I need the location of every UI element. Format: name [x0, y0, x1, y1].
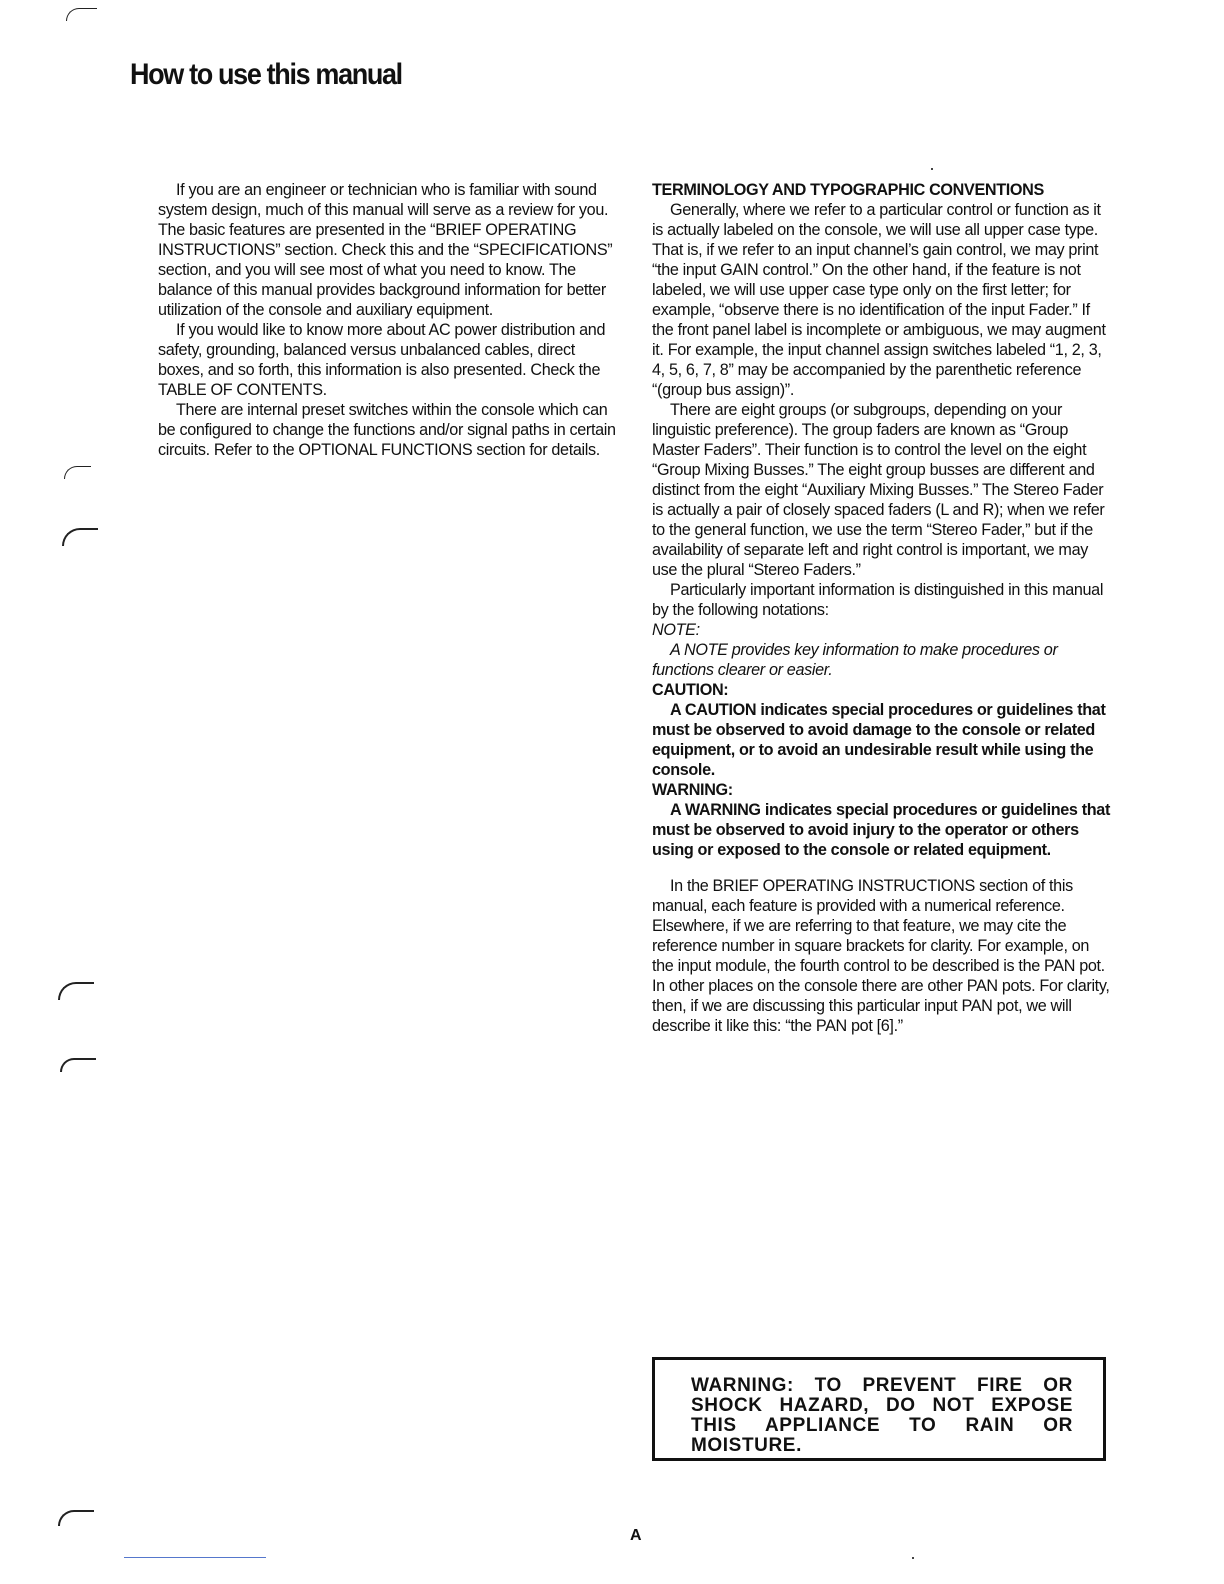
note-label: NOTE: — [652, 621, 700, 639]
groups-paragraph: There are eight groups (or subgroups, depending on your linguistic preference). The group faders are known as “Group Master Faders”. Their function is to control the level on the eight “Group Mixing Busses.” The eight group busses are different and distinct from the eight “Auxiliary Mixing Busses.” The Stereo Fader is actually a pair of closely spaced faders (L and R); when we refer to the general function, we use the term “Stereo Fader,” but if the availability of separate left and right control is important, we may use the plural “Stereo Faders.” — [652, 401, 1105, 579]
warning-text: A WARNING indicates special procedures or guidelines that must be observed to avoid injury to the operator or others using or exposed to the console or related equipment. — [652, 801, 1110, 859]
right-column — [652, 180, 1114, 1036]
scan-mark — [58, 1510, 94, 1526]
scan-speck — [931, 168, 933, 170]
terminology-paragraph: Generally, where we refer to a particular control or function as it is actually labeled on the console, we will use all upper case type. That is, if we refer to an input channel’s gain control, we may print “the input GAIN control.” On the other hand, if the feature is not labeled, we will use upper case type only on the first letter; for example, “observe there is no identification of the input Fader.” If the front panel label is incomplete or ambiguous, we may augment it. For example, the input channel assign switches labeled “1, 2, 3, 4, 5, 6, 7, 8” may be accompanied by the parenthetic reference “(group bus assign)”. — [652, 201, 1106, 399]
scan-mark — [64, 466, 91, 479]
left-column — [158, 180, 620, 460]
caution-text: A CAUTION indicates special procedures or guidelines that must be observed to avoid damage to the console or related equipment, or to avoid an undesirable result while using the console. — [652, 701, 1106, 779]
scan-mark — [66, 8, 97, 21]
section-heading: TERMINOLOGY AND TYPOGRAPHIC CONVENTIONS — [652, 181, 1044, 199]
scan-mark — [62, 528, 98, 546]
power-paragraph: If you would like to know more about AC power distribution and safety, grounding, balanced versus unbalanced cables, direct boxes, and so forth, this information is also presented. Check the TABLE OF CONTENTS. — [158, 321, 606, 399]
reference-paragraph: In the BRIEF OPERATING INSTRUCTIONS section of this manual, each feature is provided with a numerical reference. Elsewhere, if we are referring to that feature, we may cite the reference number in square brackets for clarity. For example, on the input module, the fourth control to be described is the PAN pot. In other places on the console there are other PAN pots. For clarity, then, if we are discussing this particular input PAN pot, we will describe it like this: “the PAN pot [6].” — [652, 877, 1110, 1035]
scan-mark — [58, 982, 94, 1000]
scan-mark — [60, 1058, 96, 1072]
page-title: How to use this manual — [130, 58, 402, 91]
note-text: A NOTE provides key information to make procedures or functions clearer or easier. — [652, 641, 1058, 679]
fire-shock-warning-box: WARNING: TO PREVENT FIRE OR SHOCK HAZARD, DO NOT EXPOSE THIS APPLIANCE TO RAIN OR MOISTURE. — [652, 1357, 1106, 1461]
footer-rule — [124, 1557, 266, 1558]
warning-label: WARNING: — [652, 781, 733, 799]
page-number: A — [630, 1527, 642, 1544]
scan-speck — [912, 1557, 914, 1559]
intro-paragraph: If you are an engineer or technician who is familiar with sound system design, much of this manual will serve as a review for you. The basic features are presented in the “BRIEF OPERATING INSTRUCTIONS” section. Check this and the “SPECIFICATIONS” section, and you will see most of what you need to know. The balance of this manual provides background information for better utilization of the console and auxiliary equipment. — [158, 181, 613, 319]
caution-label: CAUTION: — [652, 681, 729, 699]
switches-paragraph: There are internal preset switches within the console which can be configured to change the functions and/or signal paths in certain circuits. Refer to the OPTIONAL FUNCTIONS section for details. — [158, 401, 616, 459]
notations-paragraph: Particularly important information is distinguished in this manual by the following notations: — [652, 581, 1104, 619]
